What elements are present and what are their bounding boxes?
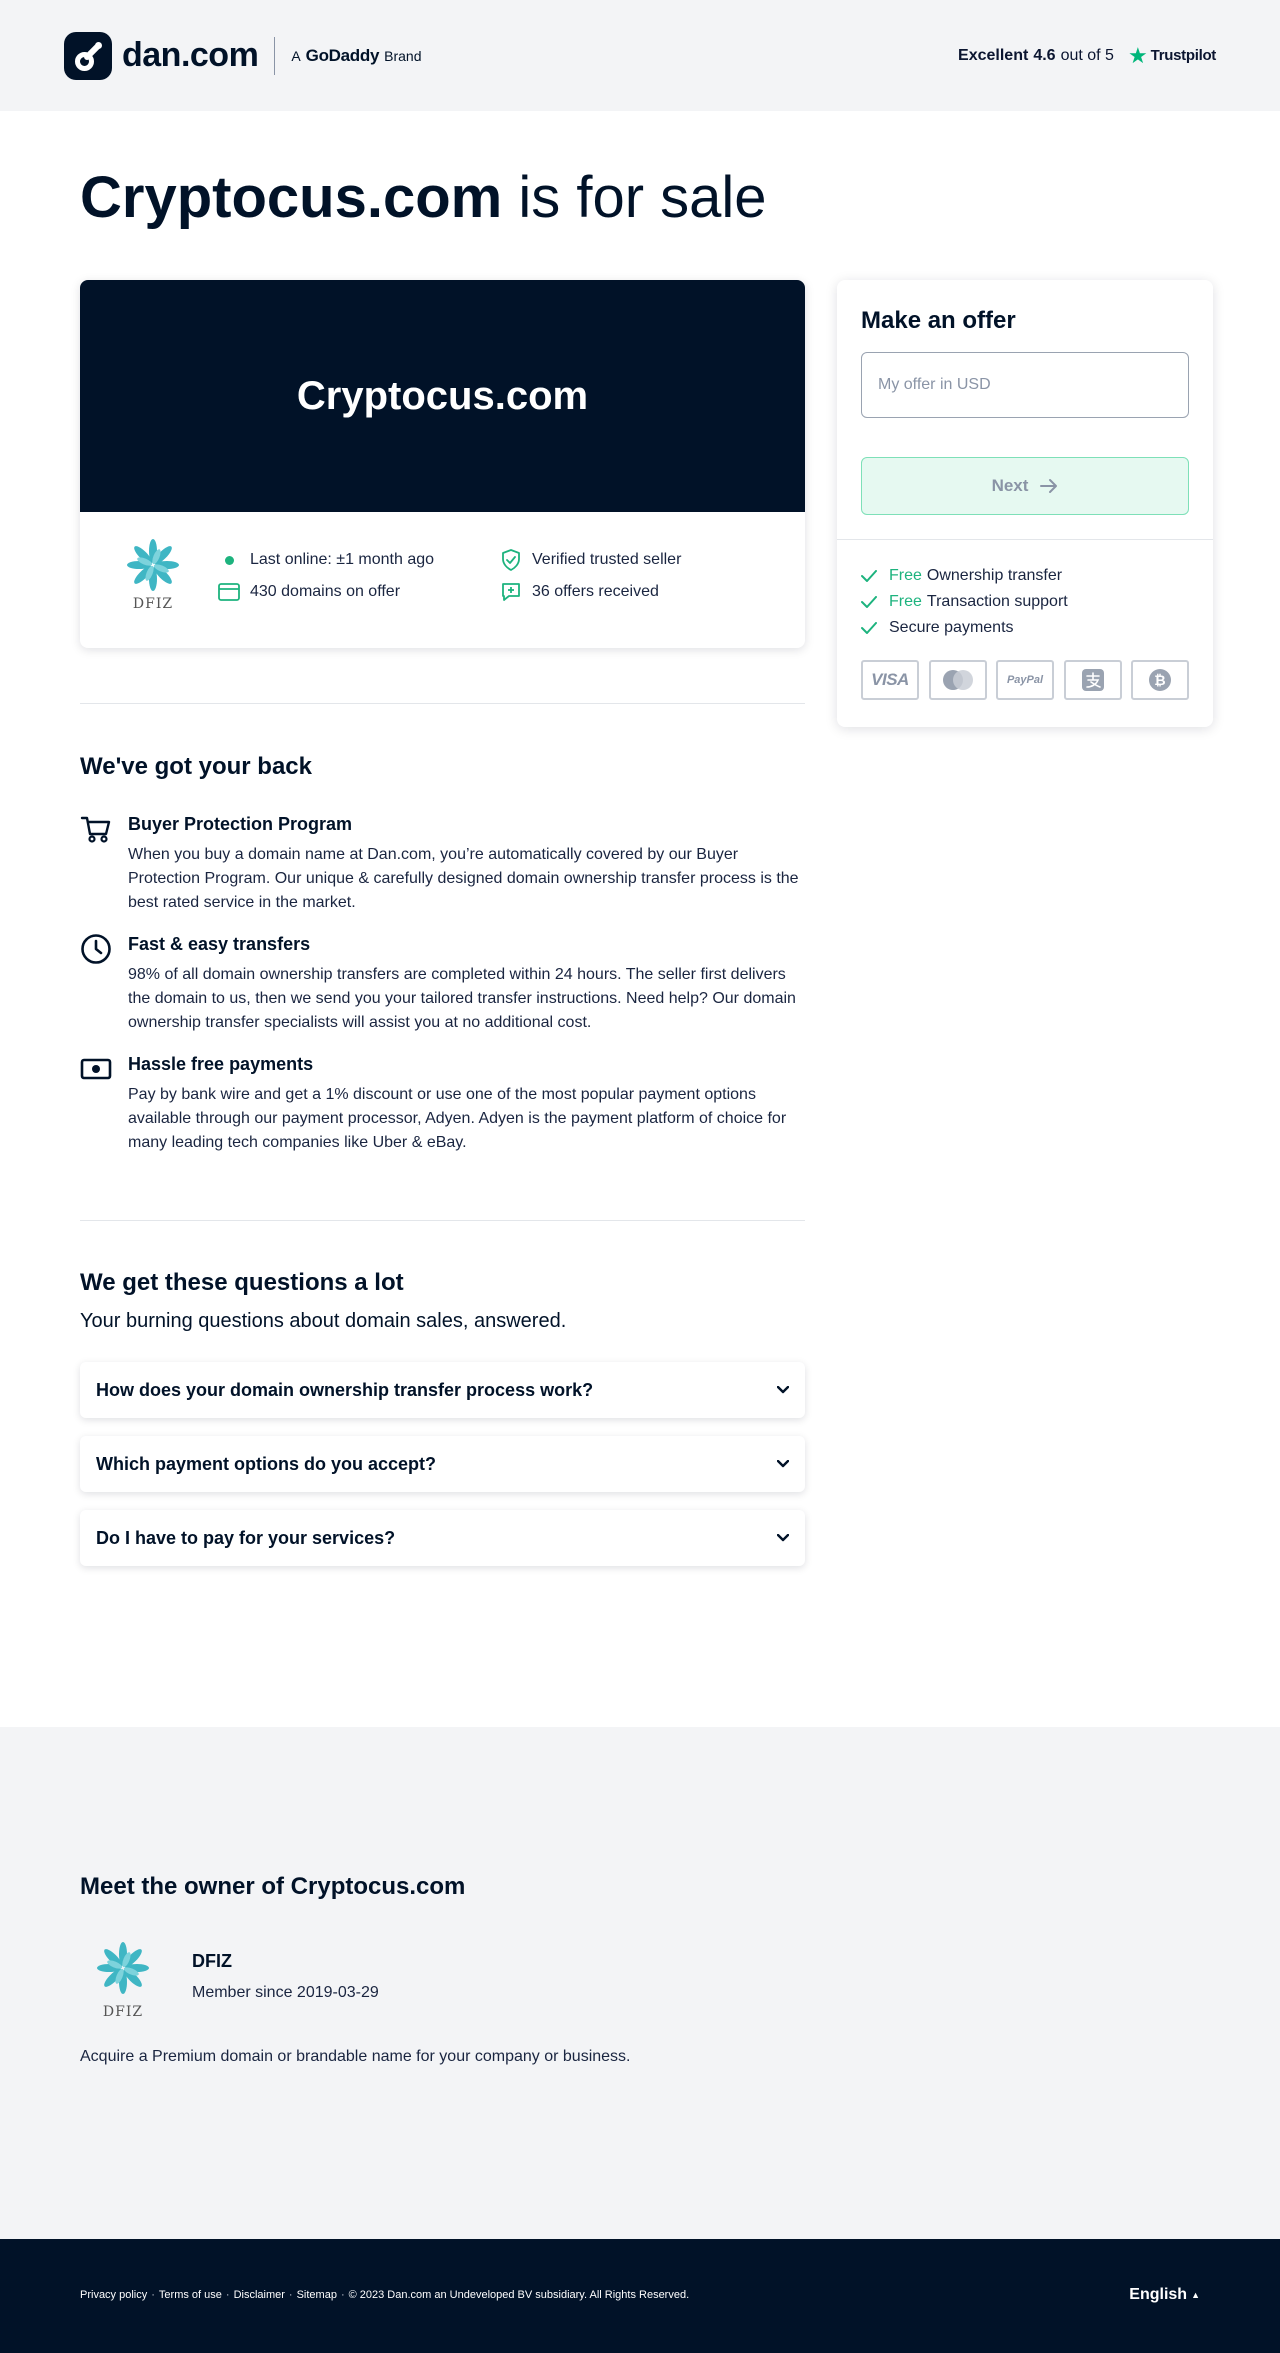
faq-question: Which payment options do you accept? bbox=[96, 1453, 437, 1474]
privacy-policy-link[interactable]: Privacy policy bbox=[80, 2289, 148, 2301]
seller-logo-text: DFIZ bbox=[132, 596, 174, 612]
domain-banner: Cryptocus.com bbox=[80, 280, 805, 512]
check-icon bbox=[861, 596, 877, 608]
bitcoin-icon bbox=[1131, 660, 1189, 700]
last-online-text: Last online: ±1 month ago bbox=[250, 551, 435, 568]
faq-question: Do I have to pay for your services? bbox=[96, 1527, 396, 1548]
make-offer-card bbox=[837, 280, 1213, 727]
shield-check-icon bbox=[500, 549, 522, 571]
footer-separator: · bbox=[340, 2289, 345, 2301]
godaddy-brand: GoDaddy bbox=[305, 45, 380, 65]
brand-prefix: A bbox=[291, 47, 301, 64]
check-icon bbox=[861, 622, 877, 634]
verified-seller-text: Verified trusted seller bbox=[532, 551, 682, 568]
title-suffix: is for sale bbox=[518, 165, 767, 230]
offers-received-stat bbox=[500, 581, 659, 603]
brand-suffix: Brand bbox=[384, 47, 422, 64]
owner-logo-text: DFIZ bbox=[102, 2004, 144, 2020]
svg-text:₿: ₿ bbox=[1154, 673, 1166, 689]
sitemap-link[interactable]: Sitemap bbox=[296, 2289, 337, 2301]
star-icon: ★ bbox=[1127, 42, 1148, 68]
chevron-down-icon bbox=[777, 1534, 789, 1542]
trustpilot-out-of: out of 5 bbox=[1060, 46, 1114, 64]
perk-secure-payments bbox=[861, 619, 1014, 637]
trustpilot-brand: Trustpilot bbox=[1150, 47, 1216, 64]
owner-flower-icon bbox=[94, 1939, 152, 1997]
owner-logo bbox=[88, 1939, 158, 2020]
feature-text: When you buy a domain name at Dan.com, you’re automatically covered by our Buyer Protection Program. Our unique & carefully designed domain ownership transfer process is the best rated service in the market. bbox=[128, 846, 799, 911]
offers-received-text: 36 offers received bbox=[532, 583, 659, 600]
logo-divider bbox=[274, 37, 275, 75]
perk-text: Secure payments bbox=[889, 619, 1014, 636]
disclaimer-link[interactable]: Disclaimer bbox=[233, 2289, 285, 2301]
clock-icon bbox=[80, 933, 112, 965]
dan-logo[interactable] bbox=[64, 32, 421, 80]
offer-amount-input[interactable] bbox=[861, 352, 1189, 418]
banknote-icon bbox=[80, 1053, 112, 1085]
terms-of-use-link[interactable]: Terms of use bbox=[158, 2289, 222, 2301]
title-domain: Cryptocus.com bbox=[80, 165, 503, 230]
perk-ownership-transfer bbox=[861, 567, 1062, 585]
domains-on-offer-text: 430 domains on offer bbox=[250, 583, 401, 600]
feature-text: Pay by bank wire and get a 1% discount or use one of the most popular payment options available through our payment processor, Adyen. Adyen is the payment platform of choice for many leading tech companies like Uber & eBay. bbox=[128, 1086, 787, 1151]
site-footer bbox=[0, 2239, 1280, 2353]
domain-card bbox=[80, 280, 805, 648]
mastercard-icon bbox=[929, 660, 987, 700]
logo-text: dan.com bbox=[122, 36, 259, 74]
online-status-icon bbox=[218, 549, 240, 571]
domains-on-offer-stat[interactable] bbox=[218, 581, 400, 603]
owner-description: Acquire a Premium domain or brandable name for your company or business. bbox=[80, 2048, 631, 2065]
check-icon bbox=[861, 570, 877, 582]
offer-chat-icon bbox=[500, 581, 522, 603]
copyright-text: © 2023 Dan.com an Undeveloped BV subsidiary. All Rights Reserved. bbox=[348, 2289, 690, 2301]
footer-separator: · bbox=[151, 2289, 155, 2301]
chevron-down-icon bbox=[777, 1460, 789, 1468]
language-label: English bbox=[1129, 2286, 1188, 2303]
next-button[interactable] bbox=[861, 457, 1189, 515]
payment-methods bbox=[861, 660, 1189, 700]
footer-links bbox=[80, 2289, 689, 2301]
owner-section bbox=[0, 1727, 1280, 2239]
perk-text: Transaction support bbox=[926, 593, 1068, 610]
caret-up-icon: ▲ bbox=[1191, 2290, 1200, 2300]
feature-title: Fast & easy transfers bbox=[128, 934, 311, 954]
offer-divider bbox=[837, 539, 1213, 540]
owner-member-since: Member since 2019-03-29 bbox=[192, 1984, 379, 2001]
faq-item[interactable] bbox=[80, 1362, 805, 1418]
seller-info bbox=[80, 512, 805, 648]
site-header bbox=[0, 0, 1280, 111]
language-selector[interactable] bbox=[1129, 2286, 1200, 2304]
seller-logo[interactable] bbox=[118, 536, 188, 612]
section-divider bbox=[80, 703, 805, 704]
faq-item[interactable] bbox=[80, 1510, 805, 1566]
arrow-right-icon bbox=[1040, 478, 1058, 494]
footer-separator: · bbox=[288, 2289, 293, 2301]
seller-flower-icon bbox=[124, 536, 182, 594]
section-divider bbox=[80, 1220, 805, 1221]
perk-free-label: Free bbox=[889, 593, 922, 610]
chevron-down-icon bbox=[777, 1386, 789, 1394]
offer-heading: Make an offer bbox=[861, 307, 1016, 334]
paypal-icon: PayPal bbox=[996, 660, 1054, 700]
feature-fast-transfers bbox=[80, 933, 805, 1035]
main-content bbox=[0, 111, 1280, 1727]
faq-subheading: Your burning questions about domain sales, answered. bbox=[80, 1310, 567, 1332]
faq-item[interactable] bbox=[80, 1436, 805, 1492]
perk-text: Ownership transfer bbox=[926, 567, 1063, 584]
trustpilot-score: 4.6 bbox=[1033, 46, 1056, 64]
trustpilot-rating[interactable] bbox=[958, 42, 1216, 68]
feature-text: 98% of all domain ownership transfers are completed within 24 hours. The seller first delivers the domain to us, then we send you your tailored transfer instructions. Need help? Our domain ownership transfer specialists will assist you at no additional cost. bbox=[128, 966, 796, 1031]
browser-window-icon bbox=[218, 581, 240, 603]
feature-buyer-protection bbox=[80, 813, 805, 915]
dan-logo-icon bbox=[64, 32, 112, 80]
protection-heading: We've got your back bbox=[80, 753, 312, 780]
footer-separator: · bbox=[225, 2289, 230, 2301]
perk-transaction-support bbox=[861, 593, 1068, 611]
feature-title: Buyer Protection Program bbox=[128, 814, 353, 834]
perk-free-label: Free bbox=[889, 567, 922, 584]
owner-heading: Meet the owner of Cryptocus.com bbox=[80, 1873, 466, 1900]
page-title bbox=[80, 166, 767, 230]
faq-heading: We get these questions a lot bbox=[80, 1269, 404, 1296]
owner-name: DFIZ bbox=[192, 1951, 232, 1971]
next-button-label: Next bbox=[991, 476, 1029, 495]
trustpilot-label: Excellent bbox=[958, 46, 1029, 64]
faq-question: How does your domain ownership transfer process work? bbox=[96, 1379, 594, 1400]
verified-seller-stat bbox=[500, 549, 681, 571]
feature-payments bbox=[80, 1053, 805, 1155]
visa-icon: VISA bbox=[861, 660, 919, 700]
feature-title: Hassle free payments bbox=[128, 1054, 314, 1074]
alipay-icon bbox=[1064, 660, 1122, 700]
last-online-stat bbox=[218, 549, 434, 571]
shopping-cart-icon bbox=[80, 813, 112, 845]
